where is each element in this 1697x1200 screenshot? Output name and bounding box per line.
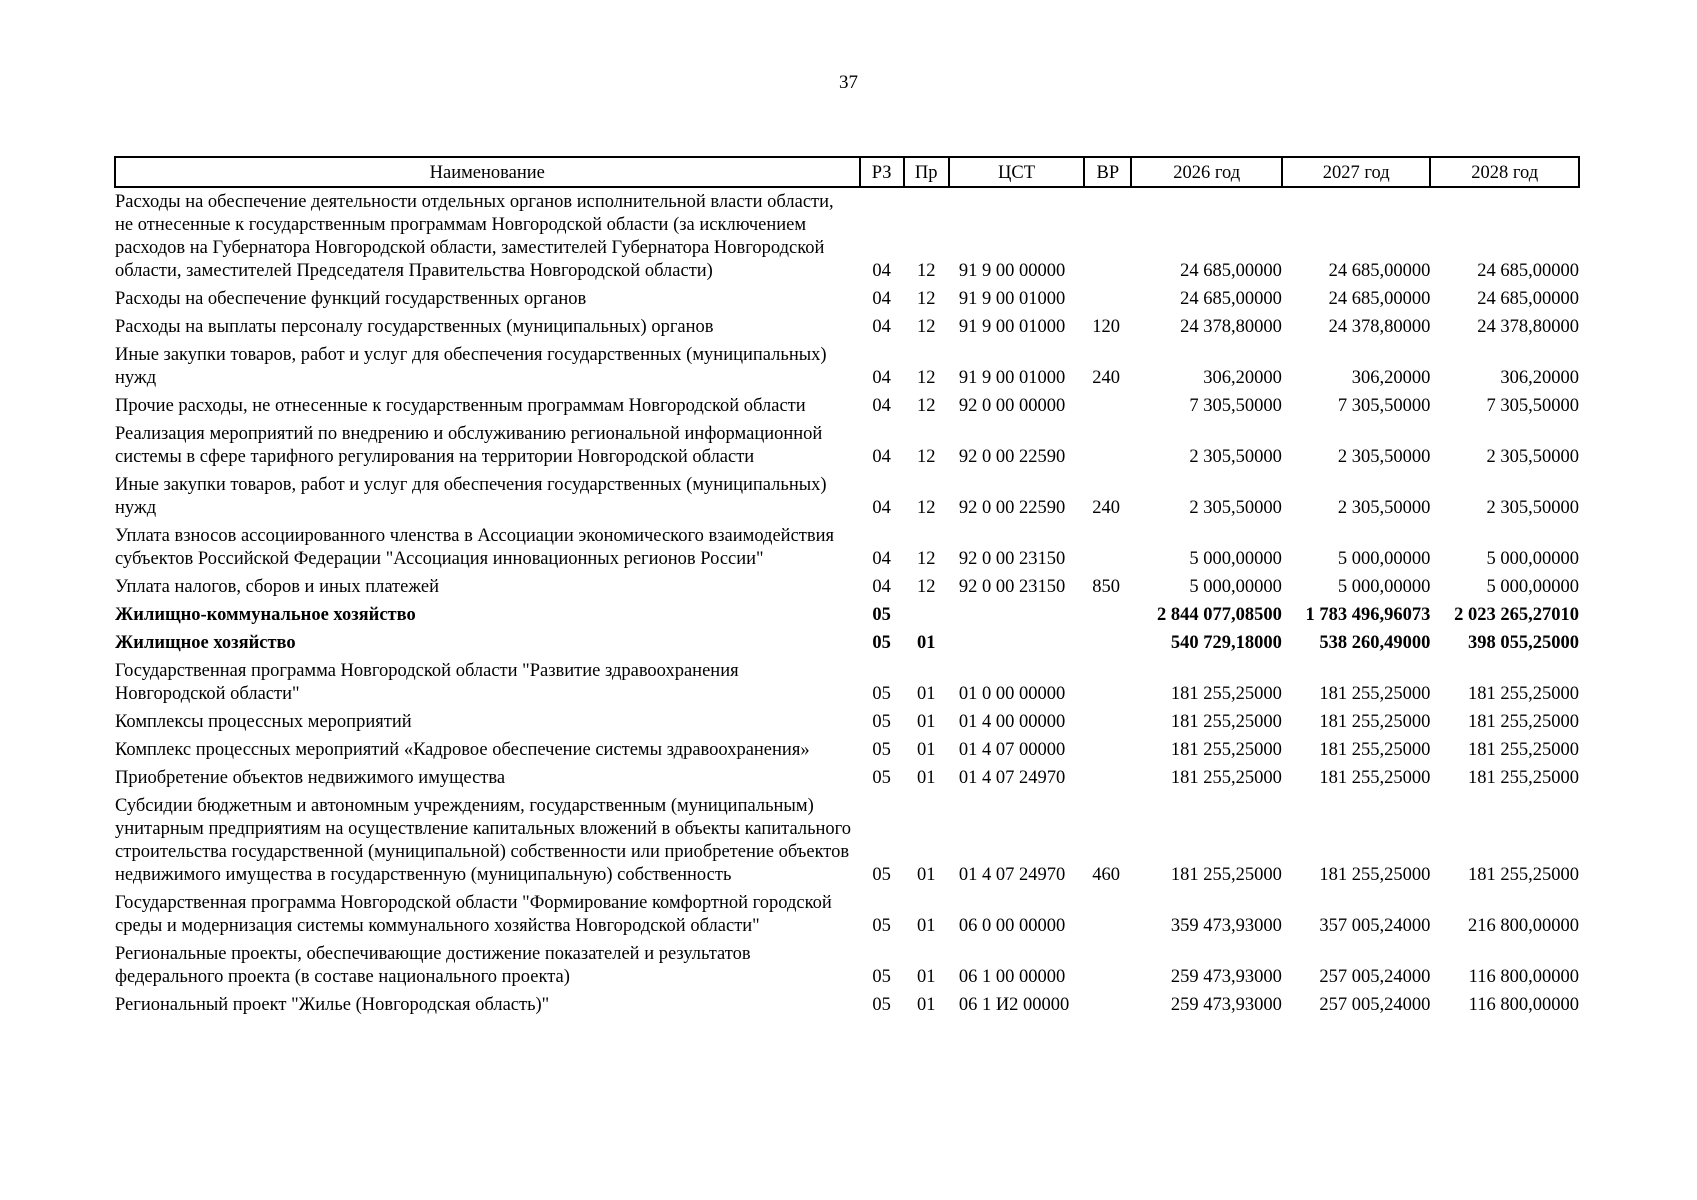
cell-y2026: 5 000,00000 bbox=[1189, 577, 1282, 597]
cell-y2026: 7 305,50000 bbox=[1189, 396, 1282, 416]
cell-name: Прочие расходы, не отнесенные к государственным программам Новгородской области bbox=[115, 396, 806, 416]
table-row bbox=[115, 708, 1579, 736]
cell-name: Государственная программа Новгородской области "Формирование комфортной городской среды и модернизация системы коммунального хозяйства Новгородской области" bbox=[115, 893, 832, 936]
cell-rz: 04 bbox=[872, 368, 891, 388]
cell-y2027: 24 378,80000 bbox=[1328, 317, 1431, 337]
cell-y2028: 116 800,00000 bbox=[1468, 967, 1579, 987]
cell-vr bbox=[1084, 392, 1131, 420]
cell-cst: 91 9 00 00000 bbox=[958, 261, 1066, 281]
cell-y2027: 2 305,50000 bbox=[1337, 498, 1431, 518]
cell-rz: 05 bbox=[872, 633, 891, 653]
cell-y2028: 2 305,50000 bbox=[1486, 447, 1579, 467]
cell-cst: 01 4 07 24970 bbox=[958, 865, 1066, 885]
cell-y2027: 2 305,50000 bbox=[1337, 447, 1431, 467]
header-2028: 2028 год bbox=[1430, 157, 1579, 187]
cell-pr: 12 bbox=[916, 317, 936, 337]
cell-cst: 91 9 00 01000 bbox=[958, 317, 1066, 337]
cell-y2028: 216 800,00000 bbox=[1468, 916, 1579, 936]
cell-y2026: 24 685,00000 bbox=[1180, 261, 1282, 281]
cell-vr bbox=[1084, 889, 1131, 940]
cell-y2028: 24 685,00000 bbox=[1477, 261, 1579, 281]
cell-pr: 12 bbox=[916, 447, 936, 467]
header-cst: ЦСТ bbox=[949, 157, 1084, 187]
cell-y2026: 540 729,18000 bbox=[1170, 633, 1282, 653]
cell-y2027: 306,20000 bbox=[1351, 368, 1431, 388]
cell-vr bbox=[1084, 285, 1131, 313]
cell-cst bbox=[949, 601, 1084, 629]
cell-y2028: 181 255,25000 bbox=[1468, 712, 1579, 732]
cell-cst: 92 0 00 23150 bbox=[958, 549, 1066, 569]
cell-pr: 01 bbox=[916, 768, 936, 788]
cell-pr: 12 bbox=[916, 577, 936, 597]
cell-pr: 01 bbox=[916, 633, 936, 653]
cell-y2027: 538 260,49000 bbox=[1319, 633, 1431, 653]
cell-pr: 12 bbox=[916, 261, 936, 281]
cell-name: Приобретение объектов недвижимого имущества bbox=[115, 768, 506, 788]
cell-name: Расходы на обеспечение функций государственных органов bbox=[115, 289, 587, 309]
cell-name: Комплекс процессных мероприятий «Кадровое обеспечение системы здравоохранения» bbox=[115, 740, 810, 760]
cell-vr bbox=[1084, 764, 1131, 792]
cell-cst: 06 1 00 00000 bbox=[958, 967, 1066, 987]
table-row bbox=[115, 522, 1579, 573]
cell-vr bbox=[1084, 657, 1131, 708]
cell-rz: 04 bbox=[872, 289, 891, 309]
header-name: Наименование bbox=[115, 157, 860, 187]
cell-y2026: 181 255,25000 bbox=[1170, 768, 1282, 788]
cell-cst: 91 9 00 01000 bbox=[958, 368, 1066, 388]
table-row bbox=[115, 420, 1579, 471]
cell-y2026: 359 473,93000 bbox=[1170, 916, 1282, 936]
cell-y2028: 2 305,50000 bbox=[1486, 498, 1579, 518]
cell-vr bbox=[1084, 601, 1131, 629]
cell-y2027: 7 305,50000 bbox=[1337, 396, 1431, 416]
cell-pr bbox=[904, 601, 949, 629]
cell-y2028: 2 023 265,27010 bbox=[1454, 605, 1579, 625]
cell-y2027: 5 000,00000 bbox=[1337, 577, 1431, 597]
header-rz: РЗ bbox=[860, 157, 904, 187]
cell-vr bbox=[1084, 420, 1131, 471]
cell-y2028: 24 685,00000 bbox=[1477, 289, 1579, 309]
table-row bbox=[115, 471, 1579, 522]
cell-pr: 12 bbox=[916, 368, 936, 388]
cell-y2028: 24 378,80000 bbox=[1477, 317, 1579, 337]
cell-rz: 04 bbox=[872, 396, 891, 416]
cell-name: Государственная программа Новгородской области "Развитие здравоохранения Новгородской области" bbox=[115, 661, 739, 704]
cell-cst bbox=[949, 629, 1084, 657]
cell-rz: 05 bbox=[872, 740, 891, 760]
cell-vr: 460 bbox=[1092, 865, 1121, 885]
cell-y2027: 5 000,00000 bbox=[1337, 549, 1431, 569]
table-row bbox=[115, 601, 1579, 629]
header-2026: 2026 год bbox=[1131, 157, 1282, 187]
cell-cst: 01 4 07 00000 bbox=[958, 740, 1066, 760]
cell-name: Региональные проекты, обеспечивающие достижение показателей и результатов федерального проекта (в составе национального проекта) bbox=[115, 944, 751, 987]
table-row bbox=[115, 764, 1579, 792]
cell-y2026: 24 378,80000 bbox=[1180, 317, 1282, 337]
cell-vr: 240 bbox=[1092, 498, 1121, 518]
cell-pr: 01 bbox=[916, 740, 936, 760]
table-row bbox=[115, 889, 1579, 940]
cell-name: Уплата налогов, сборов и иных платежей bbox=[115, 577, 440, 597]
cell-y2026: 259 473,93000 bbox=[1170, 967, 1282, 987]
cell-y2027: 181 255,25000 bbox=[1319, 768, 1431, 788]
cell-cst: 06 0 00 00000 bbox=[958, 916, 1066, 936]
table-row bbox=[115, 940, 1579, 991]
cell-y2028: 5 000,00000 bbox=[1486, 549, 1579, 569]
cell-y2028: 181 255,25000 bbox=[1468, 865, 1579, 885]
cell-y2028: 181 255,25000 bbox=[1468, 684, 1579, 704]
cell-vr bbox=[1084, 629, 1131, 657]
cell-y2028: 181 255,25000 bbox=[1468, 768, 1579, 788]
cell-cst: 06 1 И2 00000 bbox=[958, 995, 1070, 1015]
cell-rz: 05 bbox=[872, 712, 891, 732]
cell-rz: 04 bbox=[872, 498, 891, 518]
cell-name: Иные закупки товаров, работ и услуг для обеспечения государственных (муниципальных) нужд bbox=[115, 345, 827, 388]
cell-name: Расходы на обеспечение деятельности отдельных органов исполнительной власти области, не отнесенные к государственным программам Новгородской области (за исключением расходов на Губернатора Новгородской области, заместителей Губернатора Новгородской области, заместителей Председателя Правительства Новгородской области) bbox=[115, 192, 834, 281]
header-vr: ВР bbox=[1084, 157, 1131, 187]
cell-vr bbox=[1084, 991, 1131, 1019]
cell-name: Жилищное хозяйство bbox=[115, 633, 296, 653]
cell-cst: 91 9 00 01000 bbox=[958, 289, 1066, 309]
cell-y2026: 306,20000 bbox=[1203, 368, 1282, 388]
cell-rz: 04 bbox=[872, 549, 891, 569]
table-row bbox=[115, 657, 1579, 708]
cell-rz: 05 bbox=[872, 865, 891, 885]
cell-y2026: 2 305,50000 bbox=[1189, 498, 1282, 518]
cell-rz: 04 bbox=[872, 261, 891, 281]
cell-pr: 12 bbox=[916, 396, 936, 416]
cell-y2027: 24 685,00000 bbox=[1328, 289, 1431, 309]
cell-rz: 05 bbox=[872, 967, 891, 987]
cell-vr: 850 bbox=[1092, 577, 1121, 597]
cell-y2027: 1 783 496,96073 bbox=[1305, 605, 1431, 625]
cell-pr: 01 bbox=[916, 712, 936, 732]
cell-pr: 12 bbox=[916, 289, 936, 309]
budget-table bbox=[114, 156, 1580, 1019]
cell-rz: 04 bbox=[872, 577, 891, 597]
cell-y2028: 398 055,25000 bbox=[1468, 633, 1579, 653]
cell-name: Субсидии бюджетным и автономным учреждениям, государственным (муниципальным) унитарным предприятиям на осуществление капитальных вложений в объекты капитального строительства государственной (муниципальной) собственности или приобретение объектов недвижимого имущества в государственную (муниципальную) собственность bbox=[115, 796, 852, 885]
cell-vr bbox=[1084, 522, 1131, 573]
cell-vr bbox=[1084, 736, 1131, 764]
cell-y2028: 5 000,00000 bbox=[1486, 577, 1579, 597]
cell-rz: 05 bbox=[872, 605, 891, 625]
table-row bbox=[115, 285, 1579, 313]
cell-y2026: 181 255,25000 bbox=[1170, 712, 1282, 732]
cell-pr: 01 bbox=[916, 684, 936, 704]
table-row bbox=[115, 392, 1579, 420]
cell-rz: 05 bbox=[872, 684, 891, 704]
cell-cst: 92 0 00 00000 bbox=[958, 396, 1066, 416]
cell-y2026: 181 255,25000 bbox=[1170, 684, 1282, 704]
table-row bbox=[115, 573, 1579, 601]
table-row bbox=[115, 313, 1579, 341]
cell-name: Расходы на выплаты персоналу государственных (муниципальных) органов bbox=[115, 317, 714, 337]
cell-pr: 01 bbox=[916, 916, 936, 936]
cell-vr bbox=[1084, 708, 1131, 736]
cell-vr: 240 bbox=[1092, 368, 1121, 388]
cell-name: Жилищно-коммунальное хозяйство bbox=[115, 605, 416, 625]
table-row bbox=[115, 991, 1579, 1019]
cell-cst: 92 0 00 22590 bbox=[958, 498, 1066, 518]
cell-y2027: 181 255,25000 bbox=[1319, 684, 1431, 704]
cell-y2026: 2 305,50000 bbox=[1189, 447, 1282, 467]
cell-y2028: 7 305,50000 bbox=[1486, 396, 1579, 416]
cell-y2026: 2 844 077,08500 bbox=[1157, 605, 1282, 625]
cell-name: Уплата взносов ассоциированного членства в Ассоциации экономического взаимодействия субъектов Российской Федерации "Ассоциация инновационных регионов России" bbox=[115, 526, 835, 569]
header-pr: Пр bbox=[904, 157, 949, 187]
cell-y2026: 259 473,93000 bbox=[1170, 995, 1282, 1015]
cell-y2027: 181 255,25000 bbox=[1319, 740, 1431, 760]
cell-pr: 01 bbox=[916, 995, 936, 1015]
cell-y2028: 181 255,25000 bbox=[1468, 740, 1579, 760]
cell-y2026: 24 685,00000 bbox=[1180, 289, 1282, 309]
cell-y2027: 181 255,25000 bbox=[1319, 712, 1431, 732]
cell-y2027: 24 685,00000 bbox=[1328, 261, 1431, 281]
table-body bbox=[115, 187, 1579, 1019]
cell-pr: 01 bbox=[916, 967, 936, 987]
table-row bbox=[115, 792, 1579, 889]
cell-y2027: 257 005,24000 bbox=[1319, 967, 1431, 987]
cell-y2027: 257 005,24000 bbox=[1319, 995, 1431, 1015]
cell-rz: 04 bbox=[872, 317, 891, 337]
cell-y2028: 116 800,00000 bbox=[1468, 995, 1579, 1015]
cell-name: Реализация мероприятий по внедрению и обслуживанию региональной информационной системы в сфере тарифного регулирования на территории Новгородской области bbox=[115, 424, 823, 467]
cell-name: Региональный проект "Жилье (Новгородская область)" bbox=[115, 995, 550, 1015]
cell-y2026: 5 000,00000 bbox=[1189, 549, 1282, 569]
cell-y2027: 181 255,25000 bbox=[1319, 865, 1431, 885]
cell-cst: 01 4 07 24970 bbox=[958, 768, 1066, 788]
cell-cst: 01 4 00 00000 bbox=[958, 712, 1066, 732]
cell-vr bbox=[1084, 187, 1131, 285]
cell-cst: 92 0 00 23150 bbox=[958, 577, 1066, 597]
page-number: 37 bbox=[839, 72, 858, 93]
cell-cst: 01 0 00 00000 bbox=[958, 684, 1066, 704]
table-row bbox=[115, 341, 1579, 392]
cell-name: Иные закупки товаров, работ и услуг для обеспечения государственных (муниципальных) нужд bbox=[115, 475, 827, 518]
cell-vr bbox=[1084, 940, 1131, 991]
cell-y2026: 181 255,25000 bbox=[1170, 865, 1282, 885]
header-2027: 2027 год bbox=[1282, 157, 1431, 187]
table-row bbox=[115, 736, 1579, 764]
cell-rz: 05 bbox=[872, 768, 891, 788]
cell-pr: 12 bbox=[916, 549, 936, 569]
cell-rz: 05 bbox=[872, 995, 891, 1015]
cell-y2028: 306,20000 bbox=[1500, 368, 1579, 388]
cell-pr: 12 bbox=[916, 498, 936, 518]
cell-y2027: 357 005,24000 bbox=[1319, 916, 1431, 936]
table-header-row bbox=[115, 157, 1579, 187]
cell-rz: 05 bbox=[872, 916, 891, 936]
cell-cst: 92 0 00 22590 bbox=[958, 447, 1066, 467]
table-row bbox=[115, 629, 1579, 657]
cell-vr: 120 bbox=[1092, 317, 1121, 337]
table-row bbox=[115, 187, 1579, 285]
cell-pr: 01 bbox=[916, 865, 936, 885]
cell-name: Комплексы процессных мероприятий bbox=[115, 712, 412, 732]
cell-rz: 04 bbox=[872, 447, 891, 467]
cell-y2026: 181 255,25000 bbox=[1170, 740, 1282, 760]
